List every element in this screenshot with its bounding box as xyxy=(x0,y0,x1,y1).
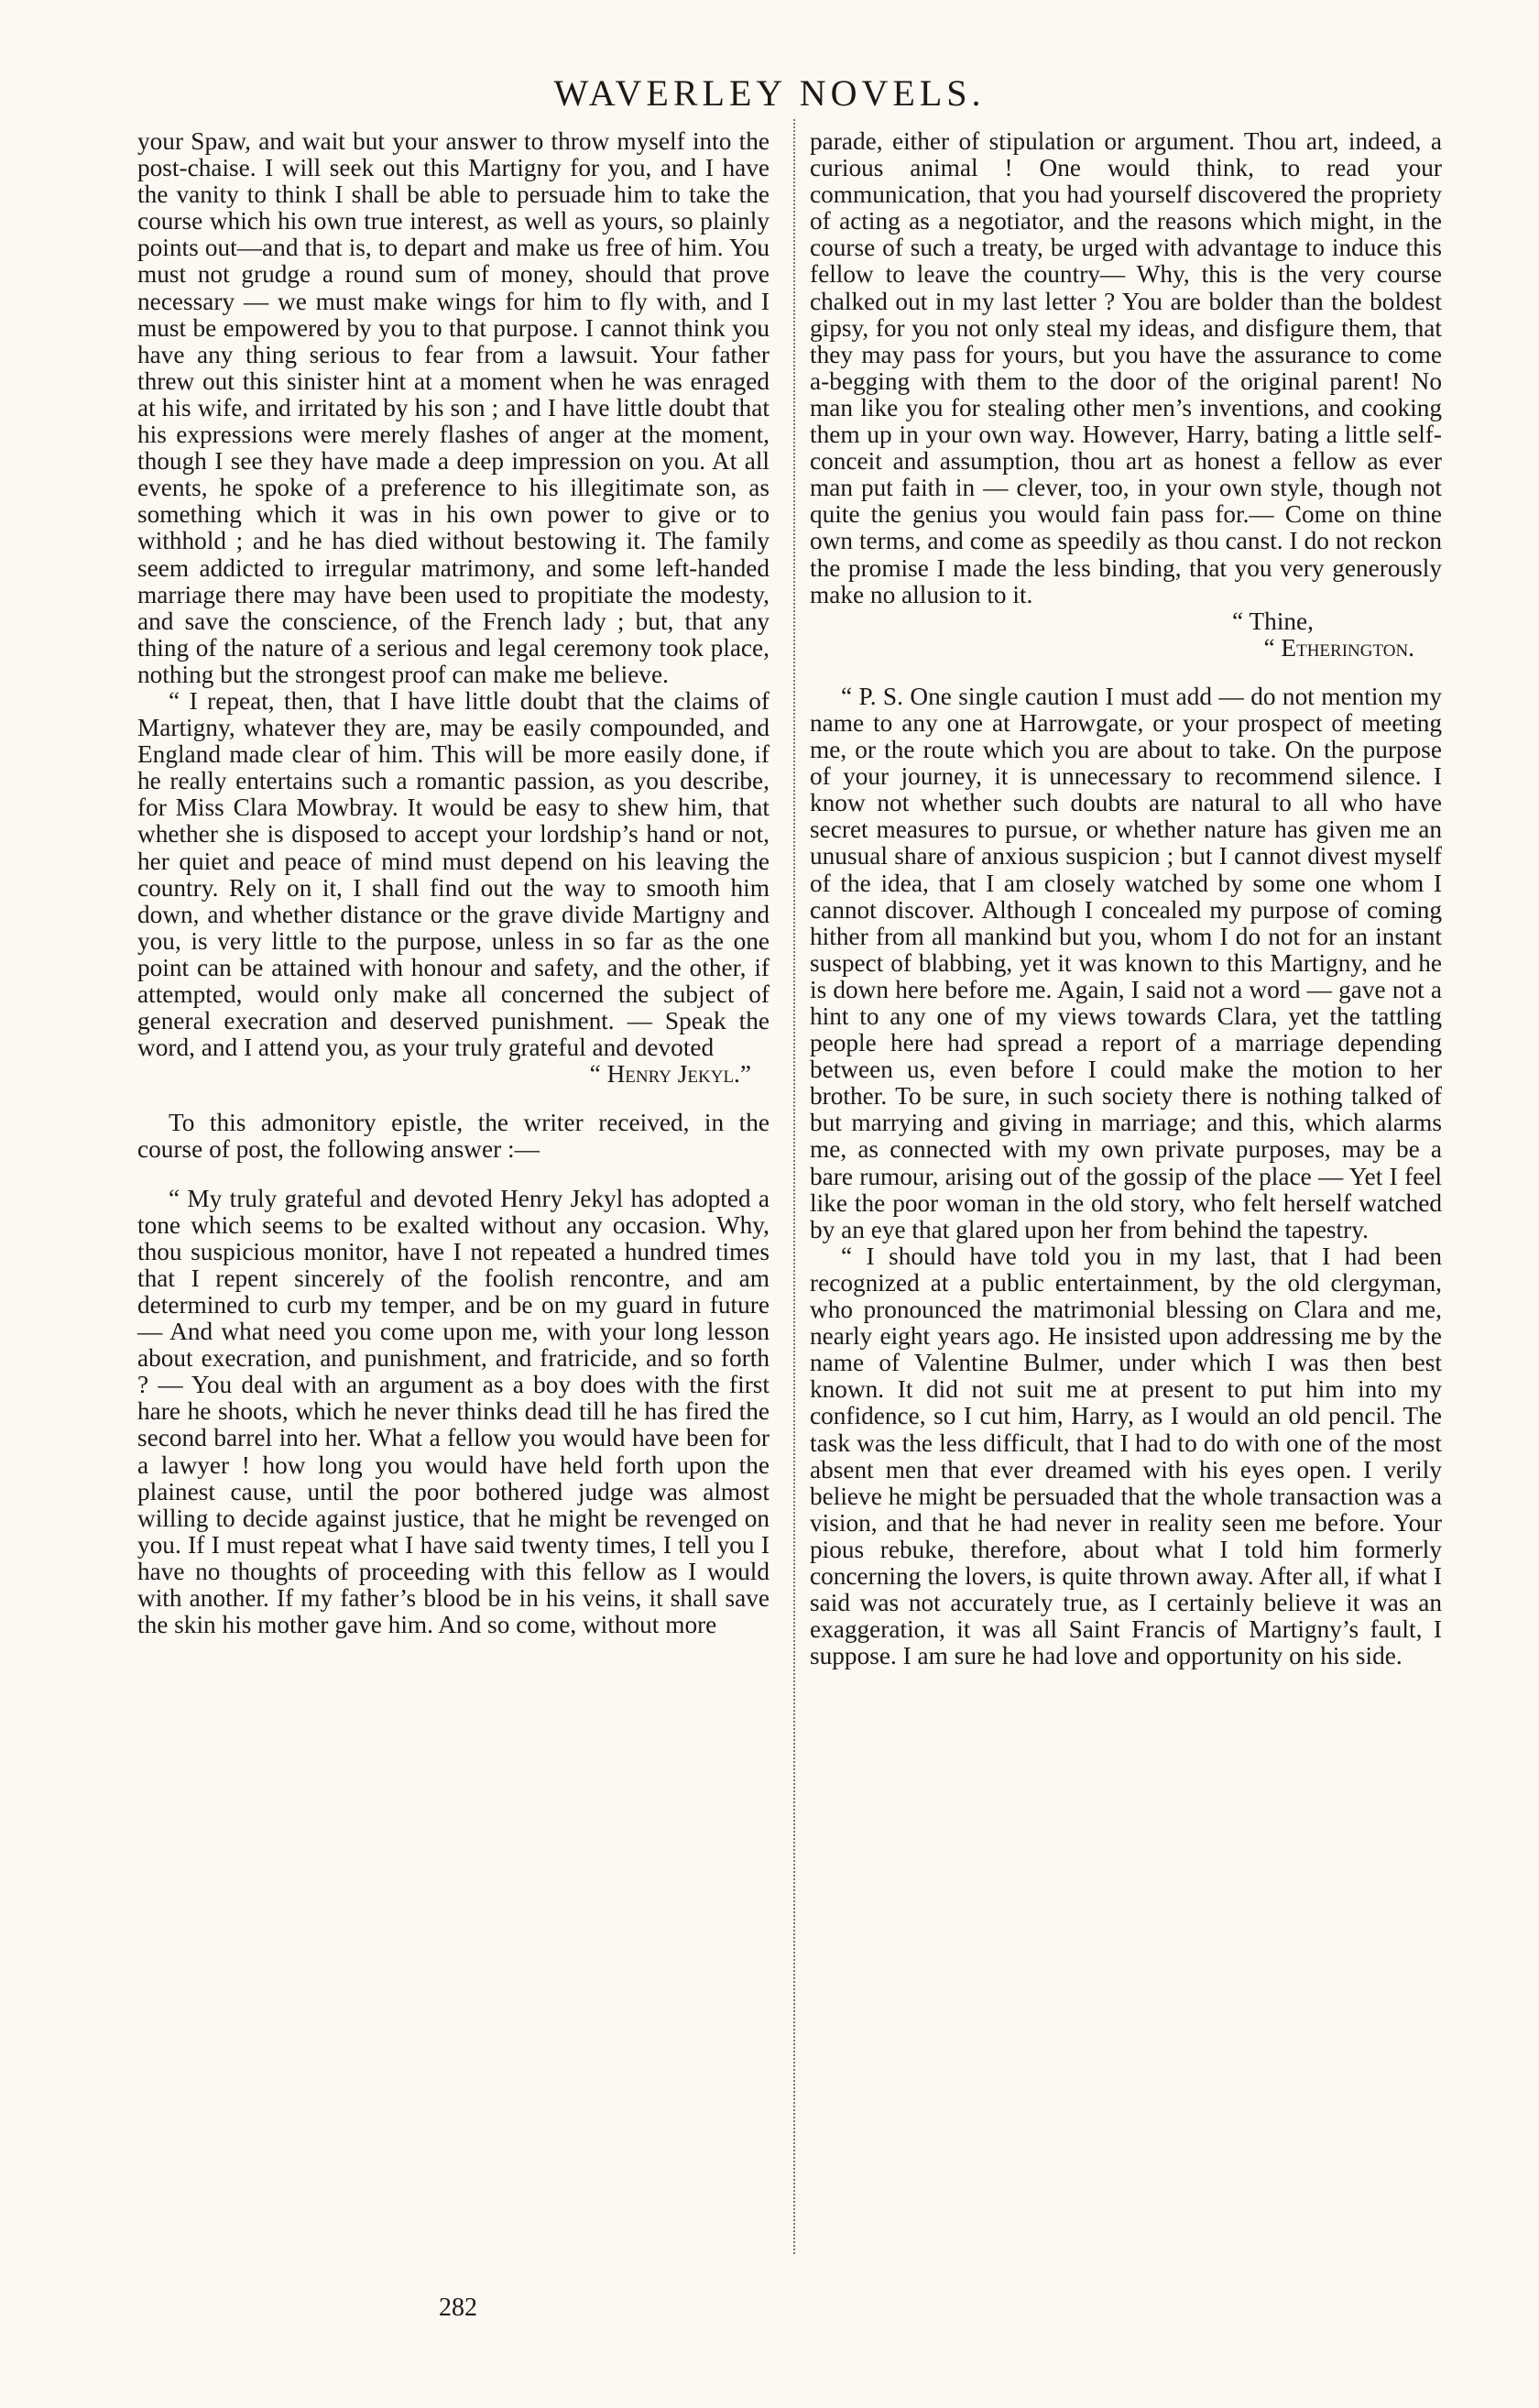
closing-thine: “ Thine, xyxy=(1232,607,1314,635)
paragraph: your Spaw, and wait but your answer to throw myself into the post-chaise. I will seek out this Martigny for you, and I have the vanity to think I shall be able to persuade him to take the course which his own true interest, as well as yours, so plainly points out—and that is, to depart and make us free of him. You must not grudge a round sum of money, should that prove necessary — we must make wings for him to fly with, and I must be empowered by you to that purpose. I cannot think you have any thing serious to fear from a lawsuit. Your father threw out this sinister hint at a moment when he was enraged at his wife, and irritated by his son ; and I have little doubt that his expressions were merely flashes of anger at the moment, though I see they have made a deep impression on you. At all events, he spoke of a preference to his illegitimate son, as something which it was in his own power to give or to withhold ; and he has died without bestowing it. The family seem addicted to irregular matrimony, and some left-handed marriage there may have been used to propitiate the modesty, and save the conscience, of the French lady ; but, that any thing of the nature of a serious and legal ceremony took place, nothing but the strongest proof can make me believe. xyxy=(137,127,770,688)
postscript: “ P. S. One single caution I must add — do not mention my name to any one at Harrowgate, or your prospect of meeting me, or the route which you are about to take. On the purpose of your journey, it is unnecessary to recommend silence. I know not whether such doubts are natural to all who have secret measures to pursue, or whether nature has given me an unusual share of anxious suspicion ; but I cannot divest myself of the idea, that I am closely watched by some one whom I cannot discover. Although I concealed my purpose of coming hither from all mankind but you, whom I do not for an instant suspect of blabbing, yet it was known to this Martigny, and he is down here before me. Again, I said not a word — gave not a hint to any one of my views towards Clara, yet the tattling people here had spread a report of a marriage depending between us, even before I could make the motion to her brother. To be sure, in such society there is nothing talked of but marrying and giving in marriage; and this, which alarms me, as connected with my own private purposes, may be a bare rumour, arising out of the gossip of the place — Yet I feel like the poor woman in the old story, who felt herself watched by an eye that glared upon her from behind the tapestry. xyxy=(810,682,1442,1243)
paragraph: “ My truly grateful and devoted Henry Jekyl has adopted a tone which seems to be exalted without any occasion. Why, thou suspicious monitor, have I not repeated a hundred times that I repent sincerely of the foolish rencontre, and am determined to curb my temper, and be on my guard in future — And what need you come upon me, with your long lesson about execration, and punishment, and fratricide, and so forth ? — You deal with an argument as a boy does with the first hare he shoots, which he never thinks dead till he has fired the second barrel into her. What a fellow you would have been for a lawyer ! how long you would have held forth upon the plainest cause, until the poor bothered judge was almost willing to decide against justice, that he might be revenged on you. If I must repeat what I have said twenty times, I tell you I have no thoughts of proceeding with this fellow as I would with another. If my father’s blood be in his veins, it shall save the skin his mother gave him. And so come, without more xyxy=(137,1184,770,1639)
signature-jekyl: “ Henry Jekyl.” xyxy=(589,1060,751,1089)
paragraph: “ I should have told you in my last, that I had been recognized at a public entertainment, by the old clergyman, who pronounced the matrimonial blessing on Clara and me, nearly eight years ago. He insisted upon addressing me by the name of Valentine Bulmer, under which I was then best known. It did not suit me at present to put him into my confidence, so I cut him, Harry, as I would an old pencil. The task was the less difficult, that I had to do with one of the most absent men that ever dreamed with his eyes open. I verily believe he might be persuaded that the whole transaction was a vision, and that he had never in reality seen me before. Your pious rebuke, therefore, about what I told him formerly concerning the lovers, is quite thrown away. After all, if what I said was not accurately true, as I certainly believe it was an exaggeration, it was all Saint Francis of Martigny’s fault, I suppose. I am sure he had love and opportunity on his side. xyxy=(810,1242,1442,1670)
column-divider xyxy=(793,119,796,2254)
page-number: 282 xyxy=(439,2293,477,2322)
right-column xyxy=(810,128,1442,1669)
running-header: WAVERLEY NOVELS. xyxy=(553,72,986,114)
paragraph: parade, either of stipulation or argument. Thou art, indeed, a curious animal ! One would think, to read your communication, that you had yourself discovered the propriety of acting as a negotiator, and the reasons which might, in the course of such a treaty, be urged with advantage to induce this fellow to leave the country— Why, this is the very course chalked out in my last letter ? You are bolder than the boldest gipsy, for you not only steal my ideas, and disfigure them, that they may pass for yours, but you have the assurance to come a-begging with them to the door of the original parent! No man like you for stealing other men’s inventions, and cooking them up in your own way. However, Harry, bating a little self-conceit and assumption, thou art as honest a fellow as ever man put faith in — clever, too, in your own style, though not quite the genius you would fain pass for.— Come on thine own terms, and come as speedily as thou canst. I do not reckon the promise I made the less binding, that you very generously make no allusion to it. xyxy=(810,127,1442,608)
paragraph: “ I repeat, then, that I have little doubt that the claims of Martigny, whatever they are, may be easily compounded, and England made clear of him. This will be more easily done, if he really entertains such a romantic passion, as you describe, for Miss Clara Mowbray. It would be easy to shew him, that whether she is disposed to accept your lordship’s hand or not, her quiet and peace of mind must depend on his leaving the country. Rely on it, I shall find out the way to smooth him down, and whether distance or the grave divide Martigny and you, is very little to the purpose, unless in so far as the one point can be attained with honour and safety, and the other, if attempted, would only make all concerned the subject of general execration and deserved punishment. — Speak the word, and I attend you, as your truly grateful and devoted xyxy=(137,686,770,1062)
paragraph: To this admonitory epistle, the writer received, in the course of post, the following answer :— xyxy=(137,1109,770,1164)
left-column xyxy=(137,128,770,1638)
signature-etherington: “ Etherington. xyxy=(1263,633,1414,662)
